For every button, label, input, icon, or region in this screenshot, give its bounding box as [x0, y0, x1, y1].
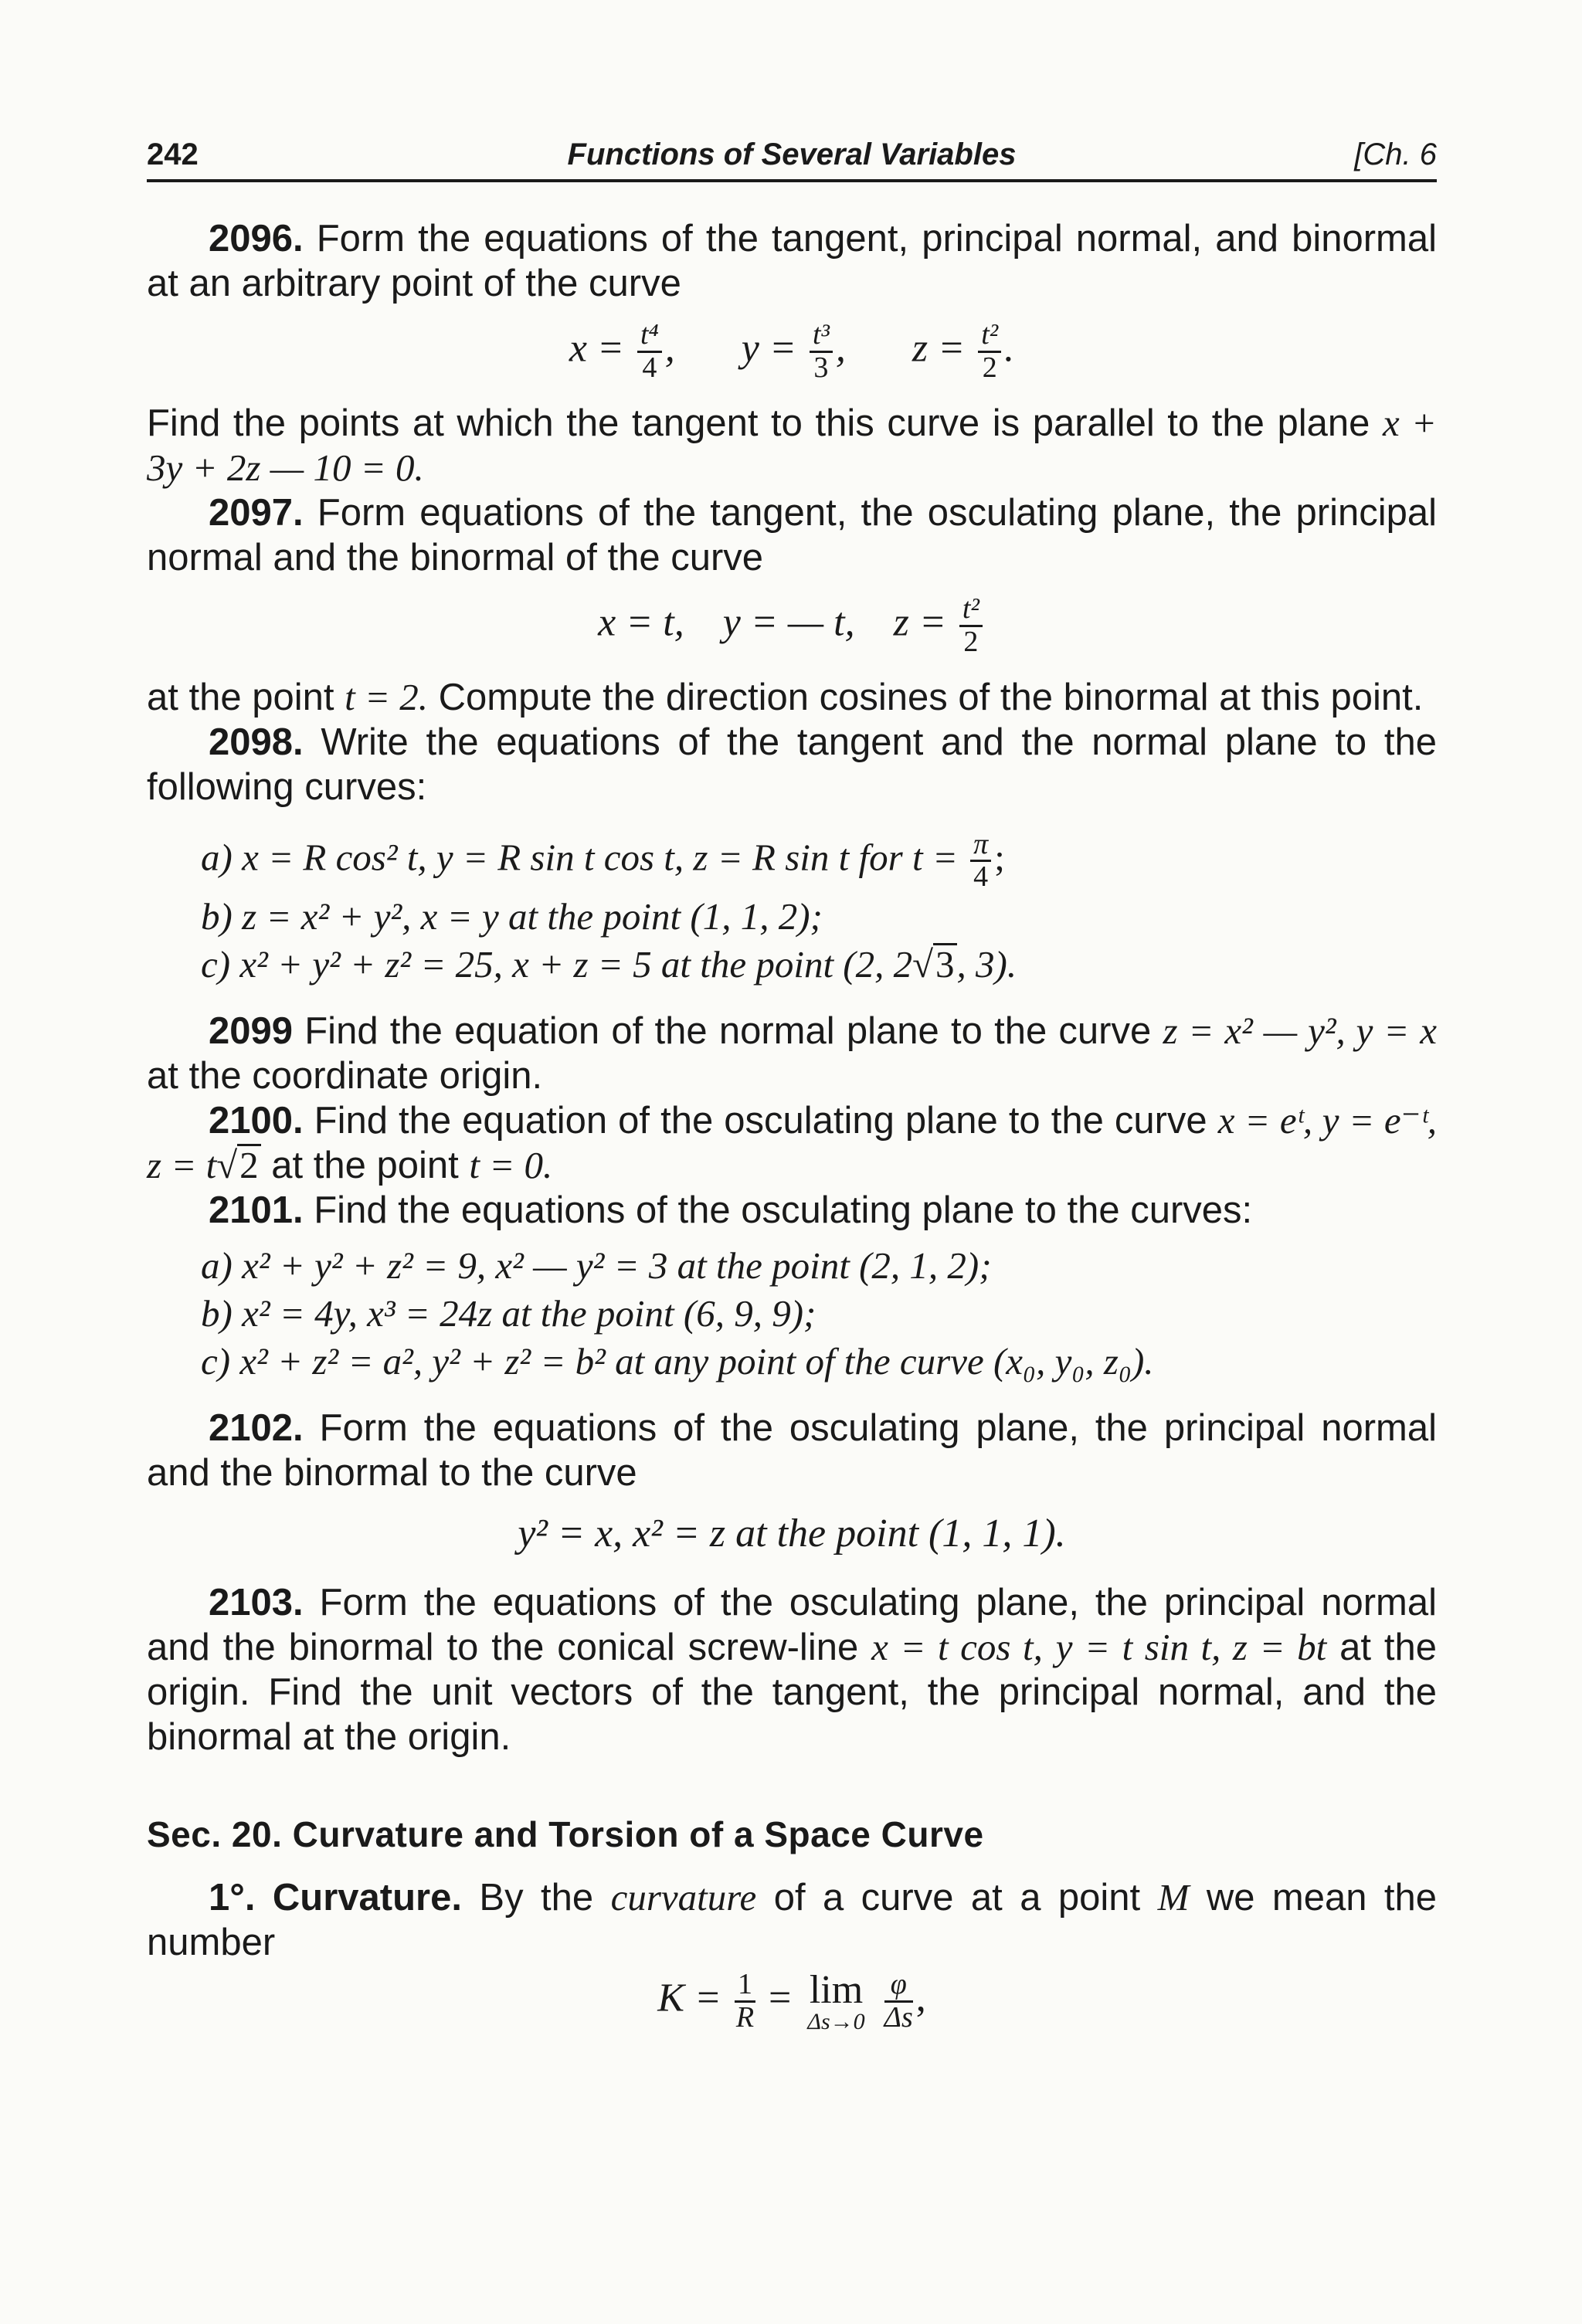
problem-text: Form the equations of the osculating plane, the principal normal and the binormal to the curve [147, 1407, 1437, 1494]
problem-text: Form the equations of the tangent, principal normal, and binormal at an arbitrary point of the curve [147, 218, 1437, 304]
point-m: M [1157, 1876, 1190, 1919]
problem-2100: 2100. Find the equation of the osculating plane to the curve x = eᵗ, y = e⁻ᵗ, z = t√2 at the point t = 0. [147, 1099, 1437, 1187]
problem-2099 [147, 1009, 1437, 1098]
problem-text: Find the equation of the normal plane to the curve [304, 1010, 1152, 1053]
problem-text: Form the equations of the osculating plane, the principal normal and the binormal to the conical screw-line [147, 1582, 1437, 1669]
sqrt: 3 [933, 943, 957, 983]
curve-equation: y = t sin t, z = bt [1055, 1626, 1327, 1669]
formula-y: y = — t, [722, 600, 855, 645]
problem-2096 [147, 216, 1437, 306]
running-header [147, 133, 1437, 182]
problem-number: 2097. [209, 491, 304, 534]
problem-number: 2101. [209, 1189, 304, 1232]
curve-equation: z = x² — y², y = x [1163, 1009, 1437, 1053]
term-curvature: curvature [610, 1876, 757, 1919]
item-c: c) x² + y² + z² = 25, x + z = 5 at the point (2, 2√3, 3). [201, 943, 1017, 986]
problem-2097 [147, 490, 1437, 580]
formula-2096: x = $\frac{\text{t⁴}}{4}$ , y = $\frac{\text{t³}}{3}$ , z = $\frac{\text{t²}}{2}$ . [569, 318, 1015, 384]
plane-equation: x + 3y + 2z — 10 = 0. [147, 401, 1437, 489]
formula-z: z = [912, 326, 966, 371]
formula-2102: y² = x, x² = z at the point (1, 1, 1). [518, 1511, 1066, 1556]
problem-number: 2103. [209, 1582, 304, 1624]
item-c: c) x² + z² = a², y² + z² = b² at any point of the curve (x₀, y₀, z₀). [201, 1340, 1154, 1383]
problem-number: 2099 [209, 1010, 294, 1053]
problem-2101 [147, 1188, 1437, 1233]
fraction: $\frac{\text{t³}}{3}$ [810, 320, 833, 384]
formula-x: x = t, [598, 600, 684, 645]
problem-text: Write the equations of the tangent and the normal plane to the following curves: [147, 721, 1437, 808]
problem-text: at the coordinate origin. [147, 1055, 543, 1098]
formula-y: y = [741, 326, 796, 371]
point-value: t = 0. [469, 1144, 553, 1187]
formula-z: z = [893, 600, 946, 645]
item-a: a) x = R cos² t, y = R sin t cos t, z = R sin t for t = $\frac{\pi}{4}$ ; [201, 827, 1005, 894]
problem-2097-cont [147, 675, 1437, 720]
formula-x: x = [569, 326, 624, 371]
formula-curvature: K = $\frac{1}{R}$ = lim Δs→0 $\frac{\varphi}{\Delta s}$ , [657, 1967, 926, 2034]
sqrt: 2 [237, 1144, 261, 1184]
problem-number: 2098. [209, 721, 304, 763]
running-title: Functions of Several Variables [567, 137, 1017, 171]
limit: lim Δs→0 [807, 1967, 865, 2034]
fraction: $\frac{\text{t²}}{2}$ [959, 594, 983, 658]
point-value: t = 2. [345, 675, 429, 718]
fraction: $\frac{\pi}{4}$ [970, 830, 991, 894]
curve-equation: x = eᵗ, y = e⁻ᵗ, z = t [147, 1099, 1437, 1187]
problem-text: Compute the direction cosines of the binormal at this point. [438, 676, 1424, 718]
formula-k: K = [657, 1976, 722, 2020]
subsection-label: 1°. Curvature. [209, 1877, 462, 1919]
fraction: $\frac{\varphi}{\Delta s}$ [884, 1968, 913, 2034]
problem-text: Find the equations of the osculating plane to the curves: [314, 1189, 1253, 1232]
item-text: a) x = R cos² t, y = R sin t cos t, z = R sin t for t = [201, 836, 958, 879]
problem-number: 2102. [209, 1407, 304, 1450]
item-text: , 3). [956, 943, 1017, 986]
item-b: b) x² = 4y, x³ = 24z at the point (6, 9, 9); [201, 1292, 816, 1335]
problem-text: Find the equation of the osculating plane to the curve [314, 1100, 1207, 1142]
chapter-label: [Ch. 6 [1354, 137, 1437, 171]
problem-2096-cont [147, 401, 1437, 490]
item-text: c) x² + y² + z² = 25, x + z = 5 at the point (2, 2 [201, 943, 913, 986]
intro-text: of a curve at a point [773, 1877, 1141, 1919]
section-title: Sec. 20. Curvature and Torsion of a Space Curve [147, 1814, 984, 1855]
formula-2097 [147, 594, 1437, 658]
problem-2103 [147, 1580, 1437, 1759]
problem-text: at the point [147, 676, 334, 718]
problem-text: at the origin. Find the unit vectors of the tangent, the principal normal, and the binormal at the origin. [147, 1627, 1437, 1759]
intro-text: By the [479, 1877, 594, 1919]
problem-number: 2096. [209, 218, 304, 260]
page-body [147, 216, 1437, 2051]
fraction: $\frac{\text{t²}}{2}$ [978, 320, 1001, 384]
problem-text: at the point [271, 1145, 459, 1187]
item-b: b) z = x² + y², x = y at the point (1, 1, 2); [201, 895, 823, 938]
problem-text: Find the points at which the tangent to this curve is parallel to the plane [147, 402, 1370, 444]
problem-number: 2100. [209, 1100, 304, 1142]
page-number: 242 [147, 137, 199, 171]
intro-text: we mean the number [147, 1877, 1438, 1964]
problem-2098 [147, 720, 1437, 809]
item-a: a) x² + y² + z² = 9, x² — y² = 3 at the point (2, 1, 2); [201, 1244, 992, 1288]
problem-2102 [147, 1406, 1437, 1495]
fraction: $\frac{\text{t⁴}}{4}$ [637, 320, 662, 384]
section-intro [147, 1875, 1437, 1965]
curve-equation: x = t cos t, [871, 1626, 1043, 1669]
fraction: $\frac{1}{R}$ [735, 1968, 755, 2034]
problem-text: Form equations of the tangent, the osculating plane, the principal normal and the binormal of the curve [147, 491, 1438, 578]
